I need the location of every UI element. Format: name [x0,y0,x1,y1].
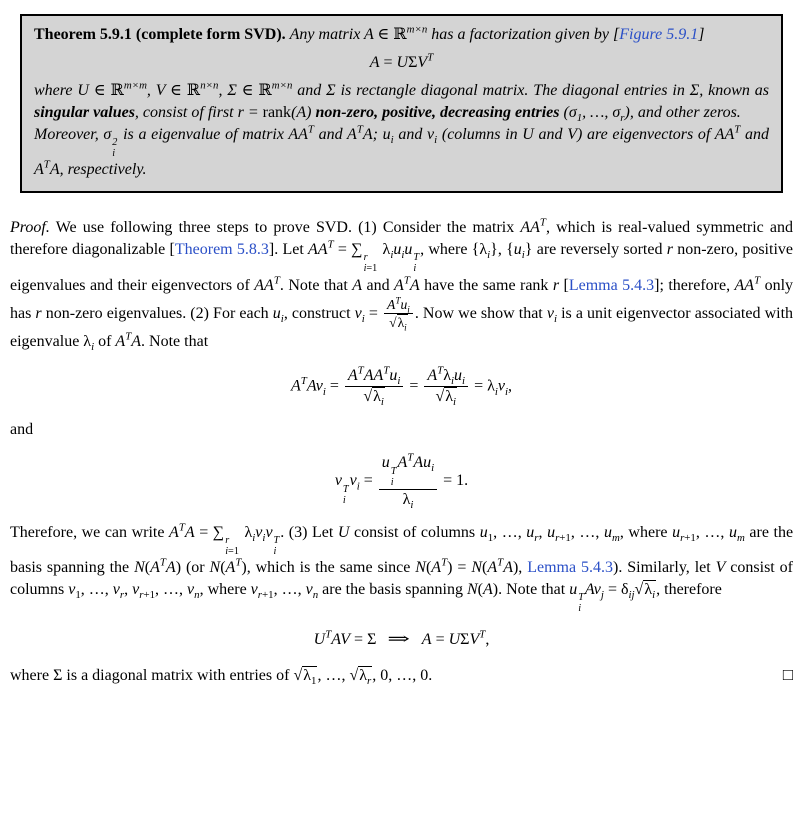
link-figure-591[interactable]: Figure 5.9.1 [619,26,699,43]
theorem-box [20,14,783,193]
display-equation-2: v T i $v_i$ = u T i $A^TAu_i$ $\lambda_i$ = 1. [334,452,469,512]
theorem-intro: Any matrix A ∈ ℝ$^{m\times n}$ has a factorization given by [Figure 5.9.1] [289,23,705,43]
display-equation-3: $U^TAV = \Sigma$ ⇒ $A = U\Sigma V^T$, [313,628,490,648]
proof-paragraph-1: Proof. We use following three steps to prove SVD. (1) Consider the matrix $AA^T$, which is real-valued symmetric and therefore diagonalizable [Theorem 5.8.3]. Let $AA^T$ = ∑ r i=1 $\lambda_iu_iu$ T i , where $\{\lambda_i\}$, $\{u_i\}$ are reversely sorted r non-zero, positive eigenvalues and their eigenvectors of $AA^T$. Note that A and $A^TA$ have the same rank r [Lemma 5.4.3]; therefore, $AA^T$ only has r non-zero eigenvalues. (2) For each $u_i$, construct $v_i$ = $\frac{A^Tu_i}{√\lambda_i}$ . Now we show that $v_i$ is a unit eigenvector associated with eigenvalue $\lambda_i$ of $A^TA$. Note that [10,216,794,354]
theorem-head [34,24,769,46]
connector-text: and [10,420,34,438]
proof-paragraph-2: Therefore, we can write $A^TA$ = ∑ r i=1 $\lambda_iv_iv$ T i . (3) Let U consist of columns $u_1$, …, $u_r$, $u_{r+1}$, …, $u_m$, where $u_{r+1}$, …, $u_m$ are the basis spanning the $N(A^TA)$ (or $N(A^T)$, which is the same since $N(A^T) = N(A^TA)$, Lemma 5.4.3). Similarly, let V consist of columns $v_1$, …, $v_r$, $v_{r+1}$, …, $v_n$, where $v_{r+1}$, …, $v_n$ are the basis spanning N(A). Note that u T i $Av_j = \delta_{ij}√\lambda_i$, therefore [10,521,794,615]
theorem-equation-svd: $A = U\Sigma V^T$ [369,51,434,71]
qed-symbol: □ [782,664,793,684]
link-lemma-543-2[interactable]: Lemma 5.4.3 [527,559,614,577]
link-theorem-583[interactable]: Theorem 5.8.3 [174,241,269,259]
closing-text: where Σ is a diagonal matrix with entries of $√\lambda_1$, …, $√\lambda_r$, 0, …, 0. [10,666,433,687]
link-lemma-543[interactable]: Lemma 5.4.3 [568,276,655,294]
display-equation-1: $A^TAv_i$ = $\frac{A^TAA^Tu_i}{√\lambda_i}$ = $\frac{A^T\lambda_iu_i}{√\lambda_i}$ = $\lambda_iv_i$, [290,364,513,409]
closing-line [10,663,793,687]
theorem-moreover: Moreover, σ 2 i is a eigenvalue of matrix $AA^T$ and $A^TA$; $u_i$ and $v_i$ (columns in U and V) are eigenvectors of $AA^T$ and $A^TA$, respectively. [34,123,770,179]
proof-section [8,217,795,686]
theorem-title: Theorem 5.9.1 (complete form SVD). [34,26,286,43]
theorem-body: where U ∈ ℝ$^{m\times m}$, V ∈ ℝ$^{n\times n}$, Σ ∈ ℝ$^{m\times n}$ and Σ is rectangle diagonal matrix. The diagonal entries in Σ, known as singular values, consist of first r = rank(A) non-zero, positive, decreasing entries ($\sigma_1$, …, $\sigma_r$), and other zeros. [34,79,770,124]
